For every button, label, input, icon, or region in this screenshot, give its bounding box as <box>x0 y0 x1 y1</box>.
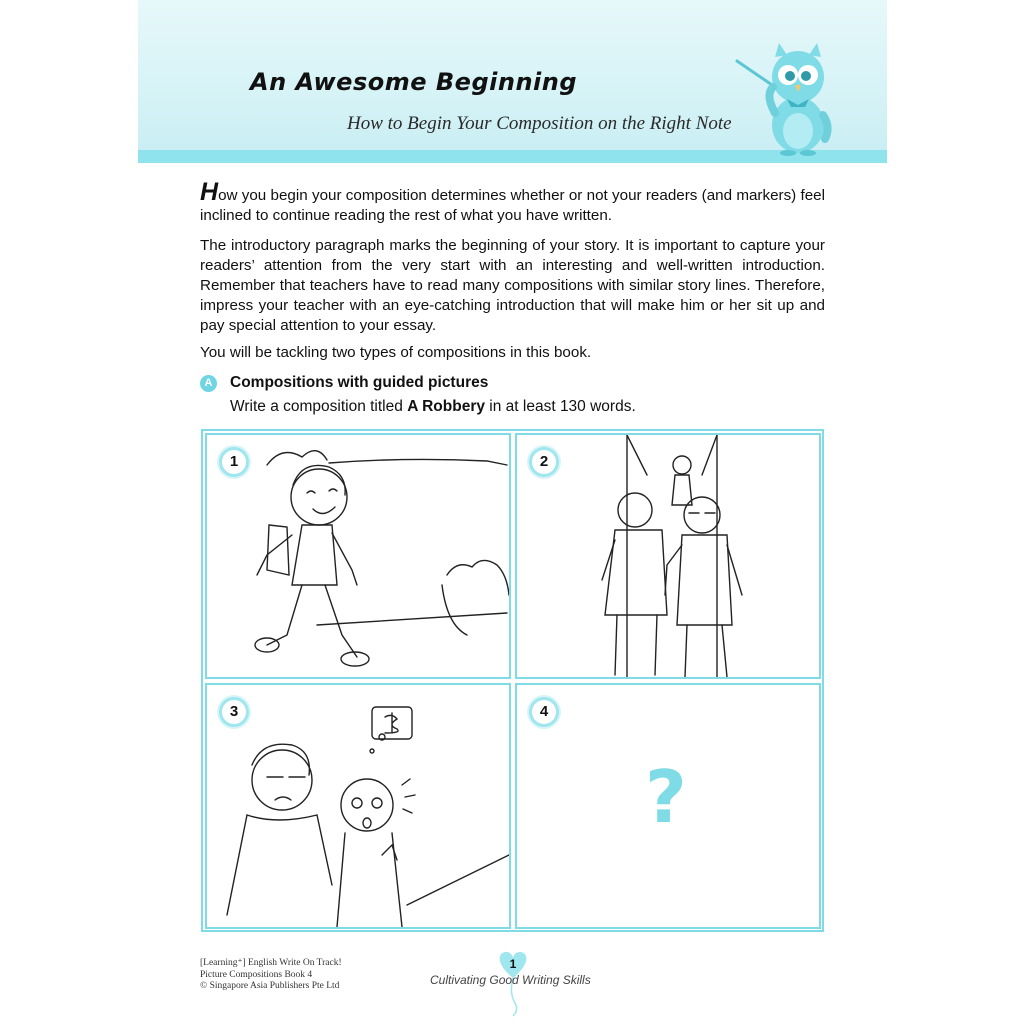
footer-line-3: © Singapore Asia Publishers Pte Ltd <box>200 981 340 991</box>
footer-credits <box>200 958 342 993</box>
section-badge: A <box>200 375 217 392</box>
section-instruction <box>230 398 636 416</box>
paragraph-3: You will be tackling two types of compositions in this book. <box>200 344 592 361</box>
page-title: An Awesome Beginning <box>250 68 578 96</box>
paragraph-2: The introductory paragraph marks the beginning of your story. It is important to capture your readers’ attention from the very start with an interesting and well-written introduction. Remember that teachers have to read many compositions with similar story lines. Therefore, impress your teacher with an eye-catching introduction that will make him or her sit up and pay special attention to your essay. <box>200 237 825 334</box>
drop-cap: H <box>200 178 219 206</box>
owl-mascot-icon <box>735 35 845 160</box>
instruction-post: in at least 130 words. <box>484 398 636 415</box>
section-title: Compositions with guided pictures <box>230 374 489 391</box>
panel-number-1: 1 <box>219 447 249 477</box>
footer-tagline: Cultivating Good Writing Skills <box>430 973 591 987</box>
man-threatening-boy-icon <box>207 685 509 927</box>
panel-number-2: 2 <box>529 447 559 477</box>
picture-panel-2 <box>515 433 821 679</box>
picture-panel-1 <box>205 433 511 679</box>
men-approaching-boy-icon <box>517 435 819 677</box>
footer-line-2: Picture Compositions Book 4 <box>200 969 313 980</box>
boy-walking-icon <box>207 435 509 677</box>
page-number: 1 <box>509 957 517 971</box>
page-subtitle: How to Begin Your Composition on the Right Note <box>347 113 732 134</box>
panel-number-3: 3 <box>219 697 249 727</box>
panel-number-4: 4 <box>529 697 559 727</box>
intro-paragraph-text: ow you begin your composition determines whether or not your readers (and markers) feel inclined to continue reading the rest of what you have written. <box>200 187 825 224</box>
instruction-pre: Write a composition titled <box>230 398 408 415</box>
composition-title: A Robbery <box>407 398 485 415</box>
picture-panel-4 <box>515 683 821 929</box>
question-mark: ? <box>645 755 687 839</box>
picture-panel-3 <box>205 683 511 929</box>
footer-line-1: [Learning⁺] English Write On Track! <box>200 958 342 968</box>
intro-paragraph <box>200 178 825 226</box>
